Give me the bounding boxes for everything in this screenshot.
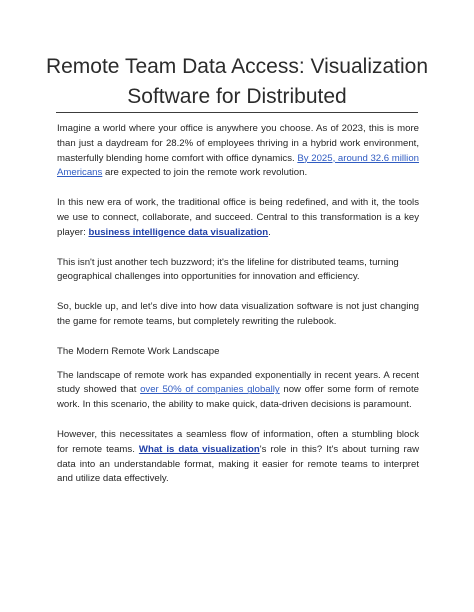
paragraph-flow-text: However, this necessitates a seamless flow of information, often a stumbling block for remote teams. — [57, 428, 419, 455]
paragraph-intro-text: Imagine a world where your office is anywhere you choose. As of 2023, this is more than just a daydream for 28.2% of employees thriving in a hybrid work environment, masterfully blending home comfort with office dynamics. — [57, 123, 419, 164]
paragraph-new-era-text-end: . — [268, 226, 271, 238]
paragraph-landscape — [57, 369, 419, 413]
paragraph-landscape-text: The landscape of remote work has expanded exponentially in recent years. A recent study showed that — [57, 369, 419, 396]
link-32-million-americans[interactable]: By 2025, around 32.6 million Americans — [57, 152, 419, 179]
document-title: Remote Team Data Access: Visualization Software for Distributed — [45, 55, 429, 108]
paragraph-intro-text-end: are expected to join the remote work revolution. — [102, 167, 308, 179]
link-what-is-data-visualization[interactable]: What is data visualization — [138, 443, 260, 455]
document-body — [57, 122, 419, 502]
section-heading: The Modern Remote Work Landscape — [57, 345, 220, 357]
paragraph-new-era — [57, 196, 419, 240]
paragraph-buckle-up: So, buckle up, and let’s dive into how data visualization software is not just changing the game for remote teams, but completely rewriting the rulebook. — [57, 301, 419, 327]
title-divider — [56, 112, 418, 113]
paragraph-flow-text-end: 's role in this? It's about turning raw data into an understandable format, making it easier for remote teams to interpret and utilize data effectively. — [57, 443, 420, 485]
paragraph-new-era-text: In this new era of work, the traditional office is being redefined, and with it, the tools we use to connect, collaborate, and succeed. Central to this transformation is a key player: — [57, 197, 419, 238]
paragraph-lifeline: This isn't just another tech buzzword; it's the lifeline for distributed teams, turning geographical challenges into opportunities for innovation and efficiency. — [57, 256, 399, 283]
paragraph-landscape-text-end: now offer some form of remote work. In this scenario, the ability to make quick, data-driven decisions is paramount. — [57, 384, 419, 411]
link-bi-data-visualization[interactable]: business intelligence data visualization — [88, 226, 269, 238]
paragraph-intro — [57, 122, 419, 181]
paragraph-flow — [57, 428, 419, 487]
link-companies-globally[interactable]: over 50% of companies globally — [140, 384, 280, 396]
